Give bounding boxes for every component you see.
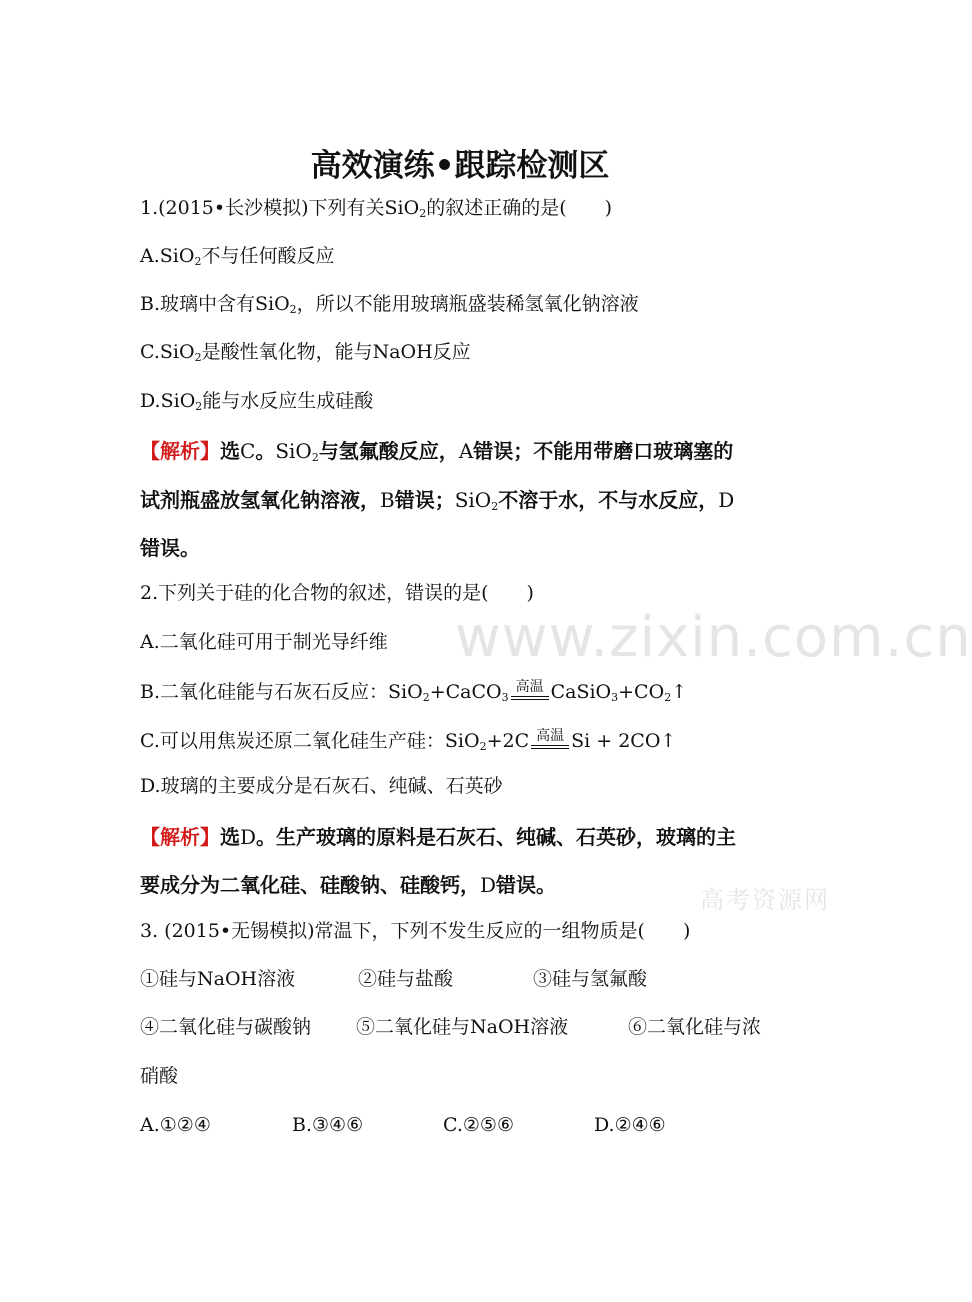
q2-option-b: B.二氧化硅能与石灰石反应：SiO$_2$+CaCO$_3$ 高温 $CaSiO_3+CO_2↑$ [140,677,687,708]
condition-high-temp: 高温 [531,727,569,757]
analysis-tag: 【解析】 [140,439,220,463]
q1-option-c: C.SiO$_2$是酸性氧化物，能与NaOH反应 [140,341,471,364]
q1-analysis-line-2: 试剂瓶盛放氢氧化钠溶液，B错误；SiO$_2$不溶于水，不与水反应，D [140,488,735,513]
q1-option-a: A.SiO$_2$不与任何酸反应 [140,245,335,268]
question-3-stem: 3. (2015•无锡模拟)常温下，下列不发生反应的一组物质是( ) [140,920,691,942]
q2-analysis-line-1: 【解析】选D。生产玻璃的原料是石灰石、纯碱、石英砂，玻璃的主 [140,825,737,849]
q2-option-a: A.二氧化硅可用于制光导纤维 [140,631,388,653]
page-title: 高效演练•跟踪检测区 [310,148,610,184]
question-1-stem: 1.(2015•长沙模拟)下列有关SiO$_2$的叙述正确的是( ) [140,197,613,220]
q1-analysis-line-1: 【解析】选C。SiO$_2$与氢氟酸反应，A错误；不能用带磨口玻璃塞的 [140,439,734,464]
watermark-secondary: 高考资源网 [700,886,830,914]
watermark: www.zixin.com.cn [455,605,972,670]
q2-analysis-line-2: 要成分为二氧化硅、硅酸钠、硅酸钙，D错误。 [140,873,557,897]
q3-choices: A.①②④ B.③④⑥ C.②⑤⑥ D.②④⑥ [140,1114,666,1136]
q2-option-d: D.玻璃的主要成分是石灰石、纯碱、石英砂 [140,775,503,797]
q1-option-b: B.玻璃中含有SiO$_2$，所以不能用玻璃瓶盛装稀氢氧化钠溶液 [140,293,639,316]
condition-high-temp: 高温 [511,678,549,708]
q3-options-row-3: 硝酸 [140,1065,179,1087]
q2-option-c: C.可以用焦炭还原二氧化硅生产硅：SiO$_2$+2C 高温 Si + 2CO↑ [140,726,676,757]
q1-option-d: D.SiO$_2$能与水反应生成硅酸 [140,390,374,413]
q3-options-row-1: ①硅与NaOH溶液 ②硅与盐酸 ③硅与氢氟酸 [140,968,648,990]
q3-options-row-2: ④二氧化硅与碳酸钠 ⑤二氧化硅与NaOH溶液 ⑥二氧化硅与浓 [140,1016,762,1038]
analysis-tag: 【解析】 [140,825,220,849]
q1-analysis-line-3: 错误。 [140,536,200,560]
question-2-stem: 2.下列关于硅的化合物的叙述，错误的是( ) [140,582,534,604]
